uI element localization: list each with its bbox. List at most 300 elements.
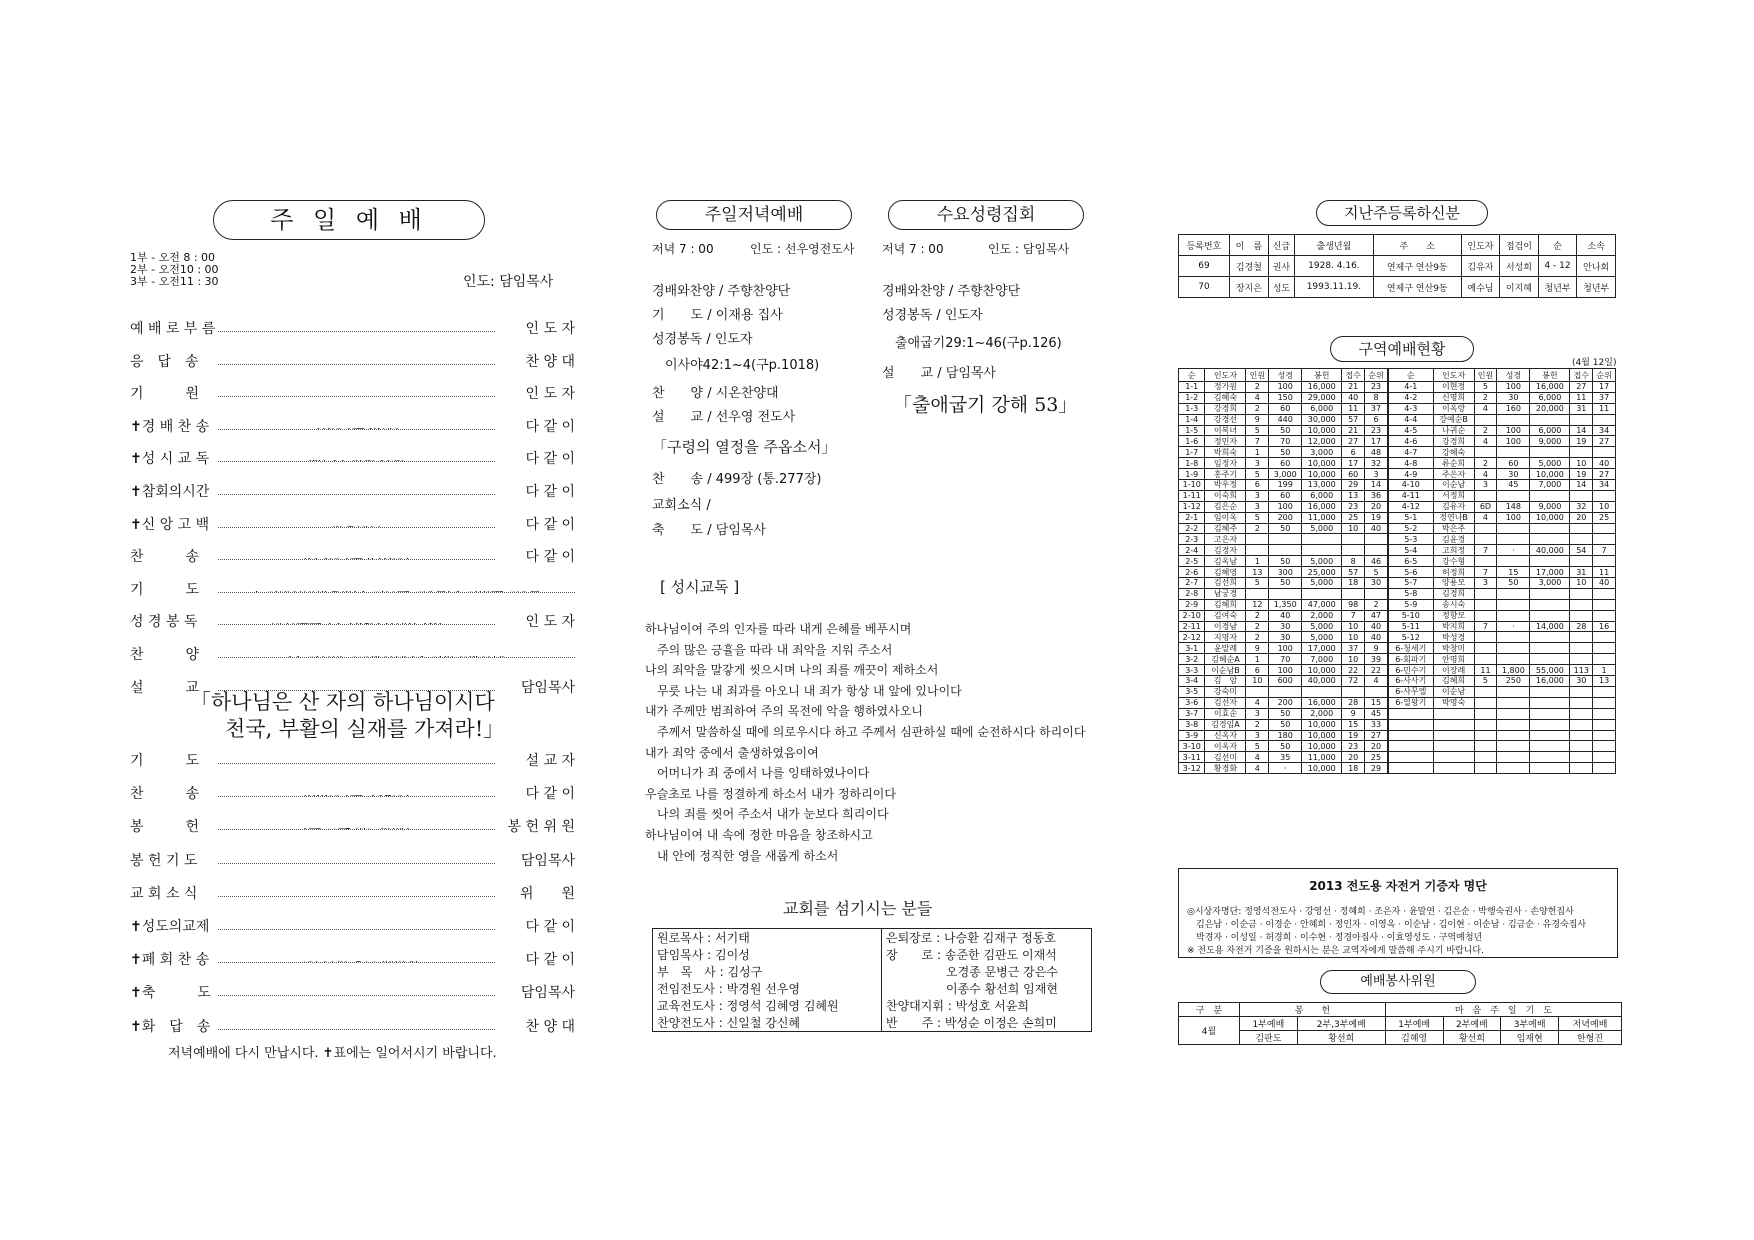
- district-cell: 14: [1570, 425, 1593, 436]
- district-cell: 신명희: [1433, 392, 1474, 403]
- district-cell: 9: [1342, 708, 1365, 719]
- district-cell: 34: [1593, 425, 1616, 436]
- order-row: [130, 383, 575, 403]
- district-cell: [1433, 719, 1474, 730]
- district-cell: 2-2: [1179, 523, 1205, 534]
- district-cell: 주은자: [1433, 469, 1474, 480]
- district-cell: 600: [1269, 676, 1302, 687]
- order-dots: [218, 428, 495, 430]
- district-cell: [1593, 610, 1616, 621]
- district-header: 봉헌: [1302, 369, 1342, 382]
- district-cell: 3-11: [1179, 752, 1205, 763]
- district-cell: 3: [1246, 708, 1269, 719]
- district-cell: 3: [1246, 501, 1269, 512]
- svc-sub: 1부예배: [1385, 1017, 1443, 1031]
- district-cell: 2-8: [1179, 588, 1205, 599]
- district-row: [1179, 545, 1616, 556]
- district-cell: [1570, 752, 1593, 763]
- district-cell: [1365, 534, 1388, 545]
- sunday-leader: 인도: 담임목사: [463, 274, 554, 290]
- district-cell: 정향모: [1433, 610, 1474, 621]
- district-cell: 9,000: [1530, 501, 1570, 512]
- district-cell: 50: [1269, 719, 1302, 730]
- district-cell: 34: [1593, 480, 1616, 491]
- district-cell: 강수형: [1433, 556, 1474, 567]
- district-cell: 김혜숙: [1205, 392, 1246, 403]
- order-row: [130, 1016, 575, 1036]
- svc-name: 김혜영: [1385, 1031, 1443, 1045]
- district-cell: [1433, 708, 1474, 719]
- district-cell: 1-8: [1179, 458, 1205, 469]
- district-cell: [1593, 447, 1616, 458]
- district-cell: 23: [1365, 382, 1388, 393]
- district-cell: 50: [1269, 556, 1302, 567]
- footer-note: 저녁예배에 다시 만납시다. ✝표에는 일어서시기 바랍니다.: [168, 1046, 497, 1061]
- district-cell: [1497, 708, 1530, 719]
- district-cell: 3-2: [1179, 654, 1205, 665]
- district-cell: 200: [1269, 512, 1302, 523]
- svc-sub: 3부예배: [1501, 1017, 1559, 1031]
- sunday-worship-title: 주 일 예 배: [213, 200, 485, 240]
- order-label: 기 도: [130, 581, 200, 598]
- district-row: [1179, 512, 1616, 523]
- district-cell: 2: [1246, 403, 1269, 414]
- district-cell: [1593, 719, 1616, 730]
- district-row: [1179, 632, 1616, 643]
- district-cell: 32: [1570, 501, 1593, 512]
- district-cell: 21: [1342, 425, 1365, 436]
- district-cell: 7: [1474, 621, 1497, 632]
- district-cell: 10,000: [1302, 425, 1342, 436]
- district-cell: 50: [1269, 708, 1302, 719]
- district-cell: 김혜주: [1205, 523, 1246, 534]
- staff-left: 찬양전도사 : 신일철 강신혜: [657, 1016, 800, 1030]
- district-cell: 300: [1269, 567, 1302, 578]
- staff-right: 오경종 문병근 강은수: [882, 963, 1092, 980]
- district-cell: 김유자: [1433, 501, 1474, 512]
- district-cell: 9: [1365, 643, 1388, 654]
- district-cell: [1365, 545, 1388, 556]
- order-row: [130, 351, 575, 371]
- district-cell: [1497, 697, 1530, 708]
- reading-line: 하나님이여 내 속에 정한 마음을 창조하시고: [645, 828, 873, 842]
- service-committee-table: [1178, 1002, 1622, 1045]
- district-cell: [1570, 719, 1593, 730]
- order-row: [130, 750, 575, 770]
- district-cell: [1474, 741, 1497, 752]
- order-row: [130, 783, 575, 803]
- district-cell: [1388, 741, 1433, 752]
- order-dots: [218, 526, 495, 528]
- evening-line: 「구령의 열정을 주옵소서」: [652, 438, 837, 456]
- district-cell: 20: [1342, 752, 1365, 763]
- district-cell: [1497, 719, 1530, 730]
- staff-right: 찬양대지휘 : 박성호 서윤희: [882, 997, 1092, 1014]
- staff-left: 교육전도사 : 정영석 김혜영 김혜원: [657, 999, 839, 1013]
- order-dots: [218, 928, 495, 930]
- district-cell: 35: [1269, 752, 1302, 763]
- district-cell: 고희정: [1433, 545, 1474, 556]
- district-cell: 4: [1365, 676, 1388, 687]
- district-cell: [1593, 708, 1616, 719]
- district-cell: [1302, 588, 1342, 599]
- district-cell: 37: [1593, 392, 1616, 403]
- district-cell: 이순남B: [1205, 665, 1246, 676]
- district-cell: [1474, 610, 1497, 621]
- district-cell: 1-10: [1179, 480, 1205, 491]
- district-cell: 25,000: [1302, 567, 1342, 578]
- order-person: 담임목사: [520, 679, 575, 696]
- district-cell: 4: [1474, 469, 1497, 480]
- district-cell: 16,000: [1530, 382, 1570, 393]
- district-cell: 3-10: [1179, 741, 1205, 752]
- newcomer-cell: 청년부: [1577, 277, 1616, 298]
- district-cell: 6D: [1474, 501, 1497, 512]
- order-item: [249, 591, 544, 593]
- order-row: [130, 644, 575, 664]
- district-header: 접수: [1342, 369, 1365, 382]
- reading-line: 나의 죄악을 말갛게 씻으시며 나의 죄를 깨끗이 제하소서: [645, 663, 939, 678]
- staff-title: 교회를 섬기시는 분들: [783, 899, 933, 918]
- district-cell: 7,000: [1530, 480, 1570, 491]
- district-cell: [1530, 632, 1570, 643]
- evening-time: 저녁 7 : 00: [652, 242, 714, 256]
- district-cell: 5,000: [1302, 523, 1342, 534]
- district-cell: 22: [1342, 665, 1365, 676]
- district-cell: 정연나B: [1433, 512, 1474, 523]
- district-cell: 7,000: [1302, 654, 1342, 665]
- wednesday-line: 성경봉독 / 인도자: [882, 308, 983, 323]
- newcomer-header: 소속: [1577, 235, 1616, 256]
- newcomer-cell: 김유자: [1461, 256, 1500, 277]
- district-cell: 4-12: [1388, 501, 1433, 512]
- district-row: [1179, 752, 1616, 763]
- newcomer-cell: 이지혜: [1500, 277, 1539, 298]
- district-cell: 150: [1269, 392, 1302, 403]
- order-dots: [218, 460, 495, 462]
- district-cell: 3-3: [1179, 665, 1205, 676]
- order-row: [130, 916, 575, 936]
- order-label: ✝화 답 송: [130, 1018, 211, 1035]
- district-cell: [1570, 599, 1593, 610]
- district-cell: 17: [1593, 382, 1616, 393]
- order-dots: [218, 762, 495, 764]
- district-cell: 12: [1246, 599, 1269, 610]
- district-cell: 6-민수기: [1388, 665, 1433, 676]
- district-header: 인도자: [1433, 369, 1474, 382]
- district-cell: 10: [1593, 501, 1616, 512]
- order-item: [301, 795, 413, 797]
- district-cell: [1530, 708, 1570, 719]
- district-cell: 4-6: [1388, 436, 1433, 447]
- district-cell: 김경자: [1205, 545, 1246, 556]
- district-cell: 6-5: [1388, 556, 1433, 567]
- order-person: 다 같 이: [525, 919, 575, 935]
- district-cell: 21: [1342, 382, 1365, 393]
- district-cell: [1246, 534, 1269, 545]
- district-cell: 이순남: [1433, 686, 1474, 697]
- district-cell: [1593, 763, 1616, 774]
- service-committee-title: 예배봉사위원: [1320, 970, 1476, 994]
- district-cell: 10: [1570, 458, 1593, 469]
- district-cell: 29: [1365, 763, 1388, 774]
- order-item: [291, 961, 422, 963]
- bike-text-1: ◎시상자명단: 정영석전도사 · 강영선 · 정혜희 · 조은자 · 윤말연 · 김은순 · 박행숙권사 · 손양헌집사: [1187, 907, 1574, 917]
- district-header: 인원: [1474, 369, 1497, 382]
- staff-right: 장 로 : 송준한 김판도 이재석: [882, 946, 1092, 963]
- order-label: ✝축 도: [130, 985, 211, 1002]
- bike-text-2: 김은남 · 이순금 · 이경순 · 안혜희 · 정인자 · 이영옥 · 이순남 · 김이현 · 이순남 · 김금순 · 유경숙집사: [1187, 920, 1587, 930]
- district-cell: [1593, 588, 1616, 599]
- district-header: 순: [1179, 369, 1205, 382]
- district-cell: [1570, 708, 1593, 719]
- order-label: ✝성 시 교 독: [130, 451, 210, 468]
- district-cell: [1530, 654, 1570, 665]
- order-row: [130, 982, 575, 1002]
- newcomer-cell: 연제구 연산9동: [1373, 277, 1461, 298]
- district-header: 인도자: [1205, 369, 1246, 382]
- order-person: 담임목사: [520, 985, 575, 1002]
- district-cell: 23: [1342, 741, 1365, 752]
- newcomer-cell: 장지은: [1229, 277, 1268, 298]
- district-cell: 4-9: [1388, 469, 1433, 480]
- district-cell: 4-8: [1388, 458, 1433, 469]
- district-row: [1179, 643, 1616, 654]
- district-cell: 10: [1570, 578, 1593, 589]
- district-cell: 2,000: [1302, 610, 1342, 621]
- reading-line: 내 안에 정직한 영을 새롭게 하소서: [645, 848, 839, 863]
- newcomer-row: [1179, 277, 1616, 298]
- order-person: 봉 헌 위 원: [507, 819, 575, 836]
- district-cell: 임정자: [1205, 458, 1246, 469]
- svc-h-prayer: 마 음 주 일 기 도: [1385, 1003, 1621, 1017]
- district-cell: 강경희: [1205, 403, 1246, 414]
- district-cell: 40: [1365, 632, 1388, 643]
- district-cell: 5,000: [1302, 578, 1342, 589]
- district-cell: 이옥랑: [1433, 403, 1474, 414]
- district-row: [1179, 523, 1616, 534]
- bike-text-3: 박경자 · 이성일 · 허경희 · 이수현 · 정경아집사 · 이효영성도 · 구역예청년: [1187, 933, 1483, 943]
- district-cell: 3: [1365, 469, 1388, 480]
- district-cell: 5: [1246, 741, 1269, 752]
- district-cell: 박우정: [1205, 480, 1246, 491]
- order-label: 봉 헌: [130, 819, 200, 836]
- district-cell: [1570, 610, 1593, 621]
- district-cell: 14,000: [1530, 621, 1570, 632]
- district-cell: 3-6: [1179, 697, 1205, 708]
- district-cell: 2: [1246, 382, 1269, 393]
- district-row: [1179, 654, 1616, 665]
- district-row: [1179, 392, 1616, 403]
- district-cell: [1365, 686, 1388, 697]
- district-cell: 1,350: [1269, 599, 1302, 610]
- district-cell: [1474, 588, 1497, 599]
- district-cell: [1570, 697, 1593, 708]
- district-header: 성경: [1269, 369, 1302, 382]
- reading-line: 우슬초로 나를 정결하게 하소서 내가 정하리이다: [645, 786, 896, 801]
- district-cell: 1: [1593, 665, 1616, 676]
- district-row: [1179, 578, 1616, 589]
- evening-line: 설 교 / 선우영 전도사: [652, 410, 796, 425]
- district-cell: 30: [1365, 578, 1388, 589]
- district-cell: 40: [1269, 610, 1302, 621]
- wednesday-line: 출애굽기29:1~46(구p.126): [882, 336, 1062, 351]
- district-cell: 5-4: [1388, 545, 1433, 556]
- district-cell: 13: [1593, 676, 1616, 687]
- district-title: 구역예배현황: [1330, 336, 1474, 362]
- district-row: [1179, 469, 1616, 480]
- district-cell: 2: [1474, 425, 1497, 436]
- order-label: 찬 송: [130, 549, 200, 566]
- district-row: [1179, 425, 1616, 436]
- district-row: [1179, 741, 1616, 752]
- district-cell: 3: [1474, 578, 1497, 589]
- evening-line: 찬 양 / 시온찬양대: [652, 386, 779, 401]
- district-cell: [1497, 414, 1530, 425]
- district-cell: 정가원: [1205, 382, 1246, 393]
- district-cell: 2: [1365, 599, 1388, 610]
- district-cell: 2-5: [1179, 556, 1205, 567]
- staff-row: [653, 929, 1092, 947]
- reading-line: 하나님이여 주의 인자를 따라 내게 은혜를 베푸시며: [645, 622, 912, 636]
- district-cell: 1-11: [1179, 490, 1205, 501]
- district-cell: 40: [1593, 578, 1616, 589]
- district-cell: 이복녀: [1205, 425, 1246, 436]
- district-cell: 박지희: [1433, 621, 1474, 632]
- district-header: 순위: [1593, 369, 1616, 382]
- newcomer-header: 인도자: [1461, 235, 1500, 256]
- district-cell: 19: [1570, 469, 1593, 480]
- district-cell: 70: [1269, 436, 1302, 447]
- district-cell: [1497, 632, 1530, 643]
- district-cell: 180: [1269, 730, 1302, 741]
- district-cell: 1-3: [1179, 403, 1205, 414]
- time-1: 1부 - 오전 8 : 00: [130, 251, 216, 264]
- district-cell: [1570, 643, 1593, 654]
- district-cell: 5: [1474, 382, 1497, 393]
- district-cell: [1530, 697, 1570, 708]
- district-cell: 200: [1269, 697, 1302, 708]
- district-header: 접수: [1570, 369, 1593, 382]
- order-label: 기 도: [130, 753, 200, 769]
- svc-name: 임재현: [1501, 1031, 1559, 1045]
- district-cell: 40: [1365, 621, 1388, 632]
- district-cell: 황경화: [1205, 763, 1246, 774]
- district-cell: 148: [1497, 501, 1530, 512]
- district-cell: [1593, 632, 1616, 643]
- district-row: [1179, 534, 1616, 545]
- evening-line: 이사야42:1~4(구p.1018): [652, 358, 820, 373]
- district-row: [1179, 686, 1616, 697]
- district-cell: 25: [1365, 752, 1388, 763]
- order-dots: [218, 623, 495, 625]
- reading-line: 어머니가 죄 중에서 나를 잉태하였나이다: [645, 766, 870, 781]
- district-cell: 5-3: [1388, 534, 1433, 545]
- district-header: 순위: [1365, 369, 1388, 382]
- district-cell: 5,000: [1302, 632, 1342, 643]
- order-row: [130, 611, 575, 631]
- district-cell: 10: [1246, 676, 1269, 687]
- district-cell: [1530, 599, 1570, 610]
- newcomer-cell: 성도: [1268, 277, 1294, 298]
- district-cell: [1593, 599, 1616, 610]
- order-person: 찬 양 대: [525, 353, 575, 370]
- district-cell: [1593, 741, 1616, 752]
- district-cell: 10,000: [1302, 665, 1342, 676]
- district-row: [1179, 436, 1616, 447]
- order-row: [130, 416, 575, 436]
- order-item: [311, 428, 402, 430]
- district-cell: 안명희: [1433, 654, 1474, 665]
- district-cell: 지명자: [1205, 632, 1246, 643]
- district-cell: 13: [1342, 490, 1365, 501]
- district-cell: 2-1: [1179, 512, 1205, 523]
- district-cell: [1593, 654, 1616, 665]
- district-cell: 10: [1342, 621, 1365, 632]
- evening-line: 경배와찬양 / 주향찬양단: [652, 284, 791, 299]
- district-cell: 5-1: [1388, 512, 1433, 523]
- district-cell: 윤말례: [1205, 643, 1246, 654]
- district-cell: [1269, 534, 1302, 545]
- district-cell: 9: [1246, 414, 1269, 425]
- district-cell: 박은주: [1433, 523, 1474, 534]
- district-cell: 17,000: [1302, 643, 1342, 654]
- district-cell: 11: [1593, 403, 1616, 414]
- district-cell: 강경희: [1433, 436, 1474, 447]
- order-item: [305, 460, 407, 462]
- district-cell: 5: [1246, 469, 1269, 480]
- district-cell: 3-9: [1179, 730, 1205, 741]
- time-3: 3부 - 오전11 : 30: [130, 275, 219, 288]
- district-cell: [1497, 610, 1530, 621]
- district-cell: [1530, 447, 1570, 458]
- district-cell: 10,000: [1302, 469, 1342, 480]
- district-cell: [1302, 545, 1342, 556]
- district-cell: [1342, 686, 1365, 697]
- district-cell: 27: [1593, 469, 1616, 480]
- district-cell: 6: [1246, 665, 1269, 676]
- district-cell: 5,000: [1302, 556, 1342, 567]
- order-label: 봉 헌 기 도: [130, 852, 198, 869]
- district-cell: 10,000: [1530, 469, 1570, 480]
- district-cell: 6-사사기: [1388, 676, 1433, 687]
- district-cell: [1474, 556, 1497, 567]
- district-cell: 3,000: [1269, 469, 1302, 480]
- order-label: 찬 송: [130, 786, 200, 803]
- district-cell: 15: [1342, 719, 1365, 730]
- district-cell: 5,000: [1530, 458, 1570, 469]
- district-cell: 60: [1269, 403, 1302, 414]
- district-cell: [1530, 534, 1570, 545]
- district-cell: 2: [1246, 719, 1269, 730]
- newcomer-cell: 연제구 연산9동: [1373, 256, 1461, 277]
- district-cell: [1593, 523, 1616, 534]
- district-cell: 홍주기: [1205, 469, 1246, 480]
- reading-line: 내가 주께만 범죄하여 주의 목전에 악을 행하였사오니: [645, 704, 923, 719]
- district-cell: 100: [1497, 512, 1530, 523]
- district-cell: 6: [1342, 447, 1365, 458]
- district-cell: 57: [1342, 567, 1365, 578]
- newcomer-header: 접검이: [1500, 235, 1539, 256]
- staff-row: [653, 980, 1092, 997]
- district-cell: 2-10: [1179, 610, 1205, 621]
- order-label: 응 답 송: [130, 353, 199, 370]
- district-row: [1179, 480, 1616, 491]
- order-dots: [218, 795, 495, 797]
- newcomer-header: 출생년월: [1295, 235, 1374, 256]
- district-cell: 40,000: [1530, 545, 1570, 556]
- district-cell: 2: [1246, 621, 1269, 632]
